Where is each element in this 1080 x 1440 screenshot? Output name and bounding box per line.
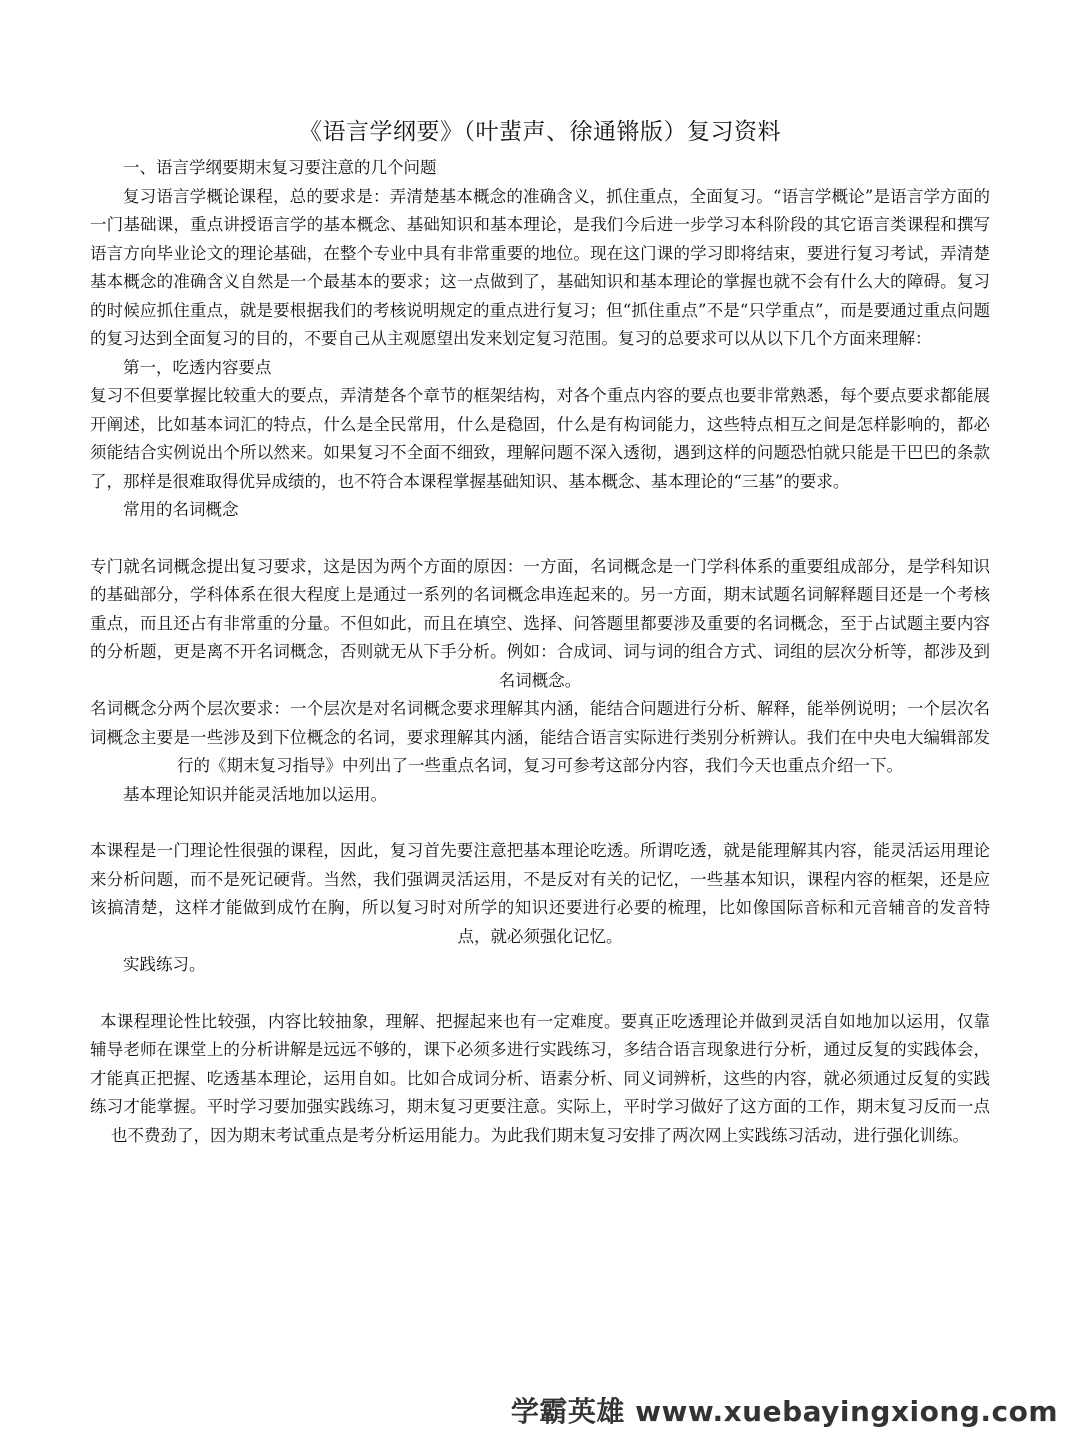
point3-paragraph: 本课程是一门理论性很强的课程，因此，复习首先要注意把基本理论吃透。所谓吃透，就是能理解其内容，能灵活运用理论来分析问题，而不是死记硬背。当然，我们强调灵活运用，不是反对有关的记忆，一些基本知识，课程内容的框架，还是应该搞清楚，这样才能做到成竹在胸，所以复习时对所学的知识还要进行必要的梳理，比如像国际音标和元音辅音的发音特点，就必须强化记忆。 — [90, 841, 990, 946]
section-heading: 一、语言学纲要期末复习要注意的几个问题 — [123, 158, 437, 177]
watermark: 学霸英雄 www.xuebayingxiong.com — [510, 1395, 1058, 1428]
point2-paragraph-2: 名词概念分两个层次要求：一个层次是对名词概念要求理解其内涵，能结合问题进行分析、解释，能举例说明；一个层次名词概念主要是一些涉及到下位概念的名词，要求理解其内涵，能结合语言实际进行类别分析辨认。我们在中央电大编辑部发行的《期末复习指导》中列出了一些重点名词，复习可参考这部分内容，我们今天也重点介绍一下。 — [90, 699, 990, 775]
intro-paragraph: 复习语言学概论课程，总的要求是：弄清楚基本概念的准确含义，抓住重点，全面复习。“语言学概论”是语言学方面的一门基础课，重点讲授语言学的基本概念、基础知识和基本理论，是我们今后进一步学习本科阶段的其它语言类课程和撰写语言方向毕业论文的理论基础，在整个专业中具有非常重要的地位。现在这门课的学习即将结束，要进行复习考试，弄清楚基本概念的准确含义自然是一个最基本的要求；这一点做到了，基础知识和基本理论的掌握也就不会有什么大的障碍。复习的时候应抓住重点，就是要根据我们的考核说明规定的重点进行复习；但“抓住重点”不是“只学重点”，而是要通过重点问题的复习达到全面复习的目的，不要自己从主观愿望出发来划定复习范围。复习的总要求可以从以下几个方面来理解： — [90, 186, 990, 348]
spacer — [90, 980, 990, 1008]
point3-heading: 基本理论知识并能灵活地加以运用。 — [123, 784, 387, 804]
point1-heading: 第一，吃透内容要点 — [123, 357, 272, 377]
point4-heading: 实践练习。 — [123, 955, 206, 974]
point1-paragraph: 复习不但要掌握比较重大的要点，弄清楚各个章节的框架结构，对各个重点内容的要点也要非常熟悉，每个要点要求都能展开阐述，比如基本词汇的特点，什么是全民常用，什么是稳固，什么是有构词能力，这些特点相互之间是怎样影响的，都必须能结合实例说出个所以然来。如果复习不全面不细致，理解问题不深入透彻，遇到这样的问题恐怕就只能是干巴巴的条款了，那样是很难取得优异成绩的，也不符合本课程掌握基础知识、基本概念、基本理论的“三基”的要求。 — [90, 386, 990, 491]
document-page — [90, 116, 990, 1150]
document-title: 《语言学纲要》（叶蜚声、徐通锵版）复习资料 — [299, 119, 781, 145]
spacer — [90, 809, 990, 837]
point2-heading: 常用的名词概念 — [123, 500, 239, 519]
point2-paragraph-1: 专门就名词概念提出复习要求，这是因为两个方面的原因：一方面，名词概念是一门学科体系的重要组成部分，是学科知识的基础部分，学科体系在很大程度上是通过一系列的名词概念串连起来的。另一方面，期末试题名词解释题目还是一个考核重点，而且还占有非常重的分量。不但如此，而且在填空、选择、问答题里都要涉及重要的名词概念，至于占试题主要内容的分析题，更是离不开名词概念，否则就无从下手分析。例如：合成词、词与词的组合方式、词组的层次分析等，都涉及到名词概念。 — [90, 556, 990, 690]
point4-paragraph: 本课程理论性比较强，内容比较抽象，理解、把握起来也有一定难度。要真正吃透理论并做到灵活自如地加以运用，仅靠辅导老师在课堂上的分析讲解是远远不够的，课下必须多进行实践练习，多结合语言现象进行分析，通过反复的实践体会，才能真正把握、吃透基本理论，运用自如。比如合成词分析、语素分析、同义词辨析，这些的内容，就必须通过反复的实践练习才能掌握。平时学习要加强实践练习，期末复习更要注意。实际上，平时学习做好了这方面的工作，期末复习反而一点也不费劲了，因为期末考试重点是考分析运用能力。为此我们期末复习安排了两次网上实践练习活动，进行强化训练。 — [90, 1011, 990, 1145]
spacer — [90, 525, 990, 553]
